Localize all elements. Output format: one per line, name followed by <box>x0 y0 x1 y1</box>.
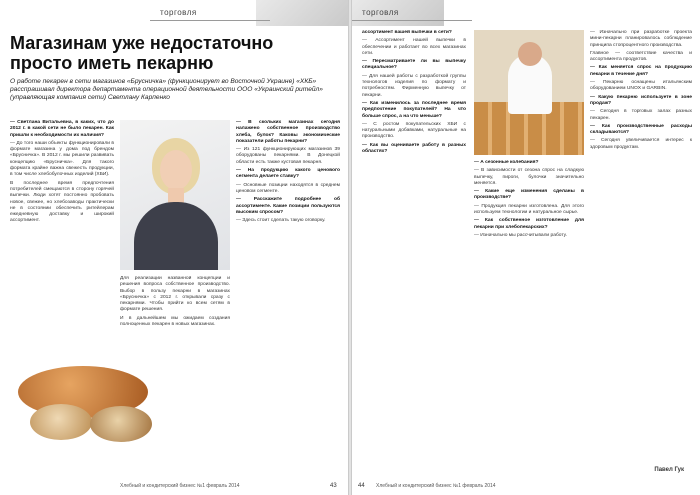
bun-slice <box>30 404 92 440</box>
baker-head <box>518 42 542 66</box>
interview-question: — Как вы оцениваете работу в разных областях? <box>362 142 466 155</box>
body-paragraph: — Изначально при разработке проекта мини-пекарни планировалось соблюдение принципа стопроцентного производства. <box>590 30 692 48</box>
portrait-face <box>160 150 192 190</box>
text-column-5 <box>590 30 692 455</box>
interview-question: — Какие еще изменения сделаны в производстве? <box>474 189 584 201</box>
body-paragraph: — Ассортимент нашей выпечки в обеспечении и работает во всех магазинах сети. <box>362 38 466 56</box>
page-footer-left: Хлебный и кондитерский бизнес №1 февраль 2014 <box>120 483 240 489</box>
body-paragraph: — Сегодня увеличивается интерес к здоровым продуктам. <box>590 138 692 150</box>
page-footer-right: Хлебный и кондитерский бизнес №1 февраль 2014 <box>376 483 496 489</box>
interview-question: — Как изменилось за последнее время предпочтение покупателей? На что больше спрос, а на что меньше? <box>362 100 466 119</box>
text-column-1 <box>10 120 114 355</box>
portrait-photo <box>120 120 230 270</box>
baker-photo <box>474 30 584 155</box>
interview-question: — В скольких магазинах сегодня налажено собственное производство хлеба, булок? Каковы экономические показатели работы пекарни? <box>236 120 340 144</box>
portrait-jacket <box>134 202 218 270</box>
body-paragraph: — Изначально мы рассчитывали работу. <box>474 232 567 238</box>
magazine-page-right <box>352 0 700 495</box>
interview-question: — Как производственные расходы складываются? <box>590 123 692 136</box>
article-headline: Магазинам уже недостаточно просто иметь пекарню <box>10 33 274 73</box>
text-column-3 <box>362 30 466 475</box>
interview-question: ассортимент вашей выпечки в сети? <box>362 30 452 35</box>
section-tab <box>352 6 472 21</box>
body-paragraph: — В зависимости от сезона спрос на сладкую выпечку, пироги, булочки значительно меняется. <box>474 168 584 186</box>
body-paragraph: — До того наши объекты функционировали в формате магазина у дома под брендом «Брусничка». В 2012 г. мы решили развивать концепцию «Брусничка». Для такого формата крайне важна свежесть продукции, в том числе хлебобулочных изделий (ХБИ). <box>10 140 114 178</box>
author-signature: Павел Гук <box>654 467 684 473</box>
interview-question: — А сезонные колебания? <box>474 160 539 165</box>
body-paragraph: — С ростом покупательских ХБИ с натуральными добавками, натуральные на производство. <box>362 121 466 140</box>
pastry-photo <box>12 360 162 450</box>
magazine-page-left <box>0 0 348 495</box>
section-tab-label: торговля <box>160 8 197 17</box>
body-paragraph: — Здесь стоит сделать такую оговорку. <box>236 218 326 224</box>
text-column-2 <box>236 120 340 475</box>
body-paragraph: — Пекарню оснащены итальянским оборудованием UNOX и GARBIN. <box>590 80 692 92</box>
body-paragraph: — Сегодня в торговых залах разных пекарен. <box>590 109 692 121</box>
page-number-right: 44 <box>358 483 365 489</box>
interview-question: — Какую пекарню используете в зоне продаж? <box>590 94 692 106</box>
body-paragraph: — Для нашей работы с разработкой группы технологов изделия по формату и потребностям. Фирменную выпечку от пекарни. <box>362 73 466 98</box>
interview-question: — На продукцию какого ценового сегмента делаете ставку? <box>236 168 340 180</box>
page-number-left: 43 <box>330 483 337 489</box>
interview-question: — Как собственное изготовление для пекарни при хлебопекарских? <box>474 218 584 230</box>
section-tab-label: торговля <box>362 8 399 17</box>
bun-slice <box>90 406 152 442</box>
body-paragraph: В последнее время предпочтения потребителей смещаются в сторону горячей выпечки. Люди хотят постоянно пробовать новое, свежее, но хлебозаводы практически не в состоянии обеспечить ритейлерам ежедневную доставку и широкий ассортимент. <box>10 180 114 224</box>
interview-question: — Расскажите подробнее об ассортименте. Какие позиции пользуются высоким спросом? <box>236 197 340 215</box>
text-column-4 <box>474 160 584 475</box>
section-tab <box>150 6 270 21</box>
body-paragraph: — Основные позиции находятся в среднем ценовом сегменте. <box>236 182 340 194</box>
body-paragraph: — Продукция пекарни изготовлена. Для этого используем технологии и натуральное сырье. <box>474 203 584 216</box>
body-paragraph: Для реализации названной концепции и решения вопроса собственное производство. Выбор в пользу пекарни в магазинах «Брусничка» с 2012 г. открывали сразу с пекарнями. Чтобы прийти ко всем сетям в формате решения. <box>120 276 230 313</box>
interview-question: — Светлана Витальевна, в каких, что до 2012 г. в какой сети не было пекарен. Как пришли к необходимости их наличия? <box>10 120 114 138</box>
interview-question: — Пересматриваете ли вы выпечку специальное? <box>362 59 466 71</box>
body-paragraph: Главное — соответствие качества и ассортимента продуктов. <box>590 50 692 63</box>
body-paragraph: — Из 121 функционирующих магазинов 39 оборудованы пекарнями. В Донецкой области есть также кустовая пекарня. <box>236 147 340 165</box>
interview-question: — Как меняется спрос на продукцию пекарни в течение дня? <box>590 65 692 77</box>
body-paragraph: И в дальнейшем мы ожидаем создания полноценных пекарен в новых магазинах. <box>120 315 230 328</box>
article-lead: О работе пекарен в сети магазинов «Брусничка» (функционирует во Восточной Украине) «ХКБ» расспрашивал директора департамента операционной деятельности ООО «Украинский ритейл» (управляющая компания сети) Светлану Карпенко <box>10 78 323 102</box>
